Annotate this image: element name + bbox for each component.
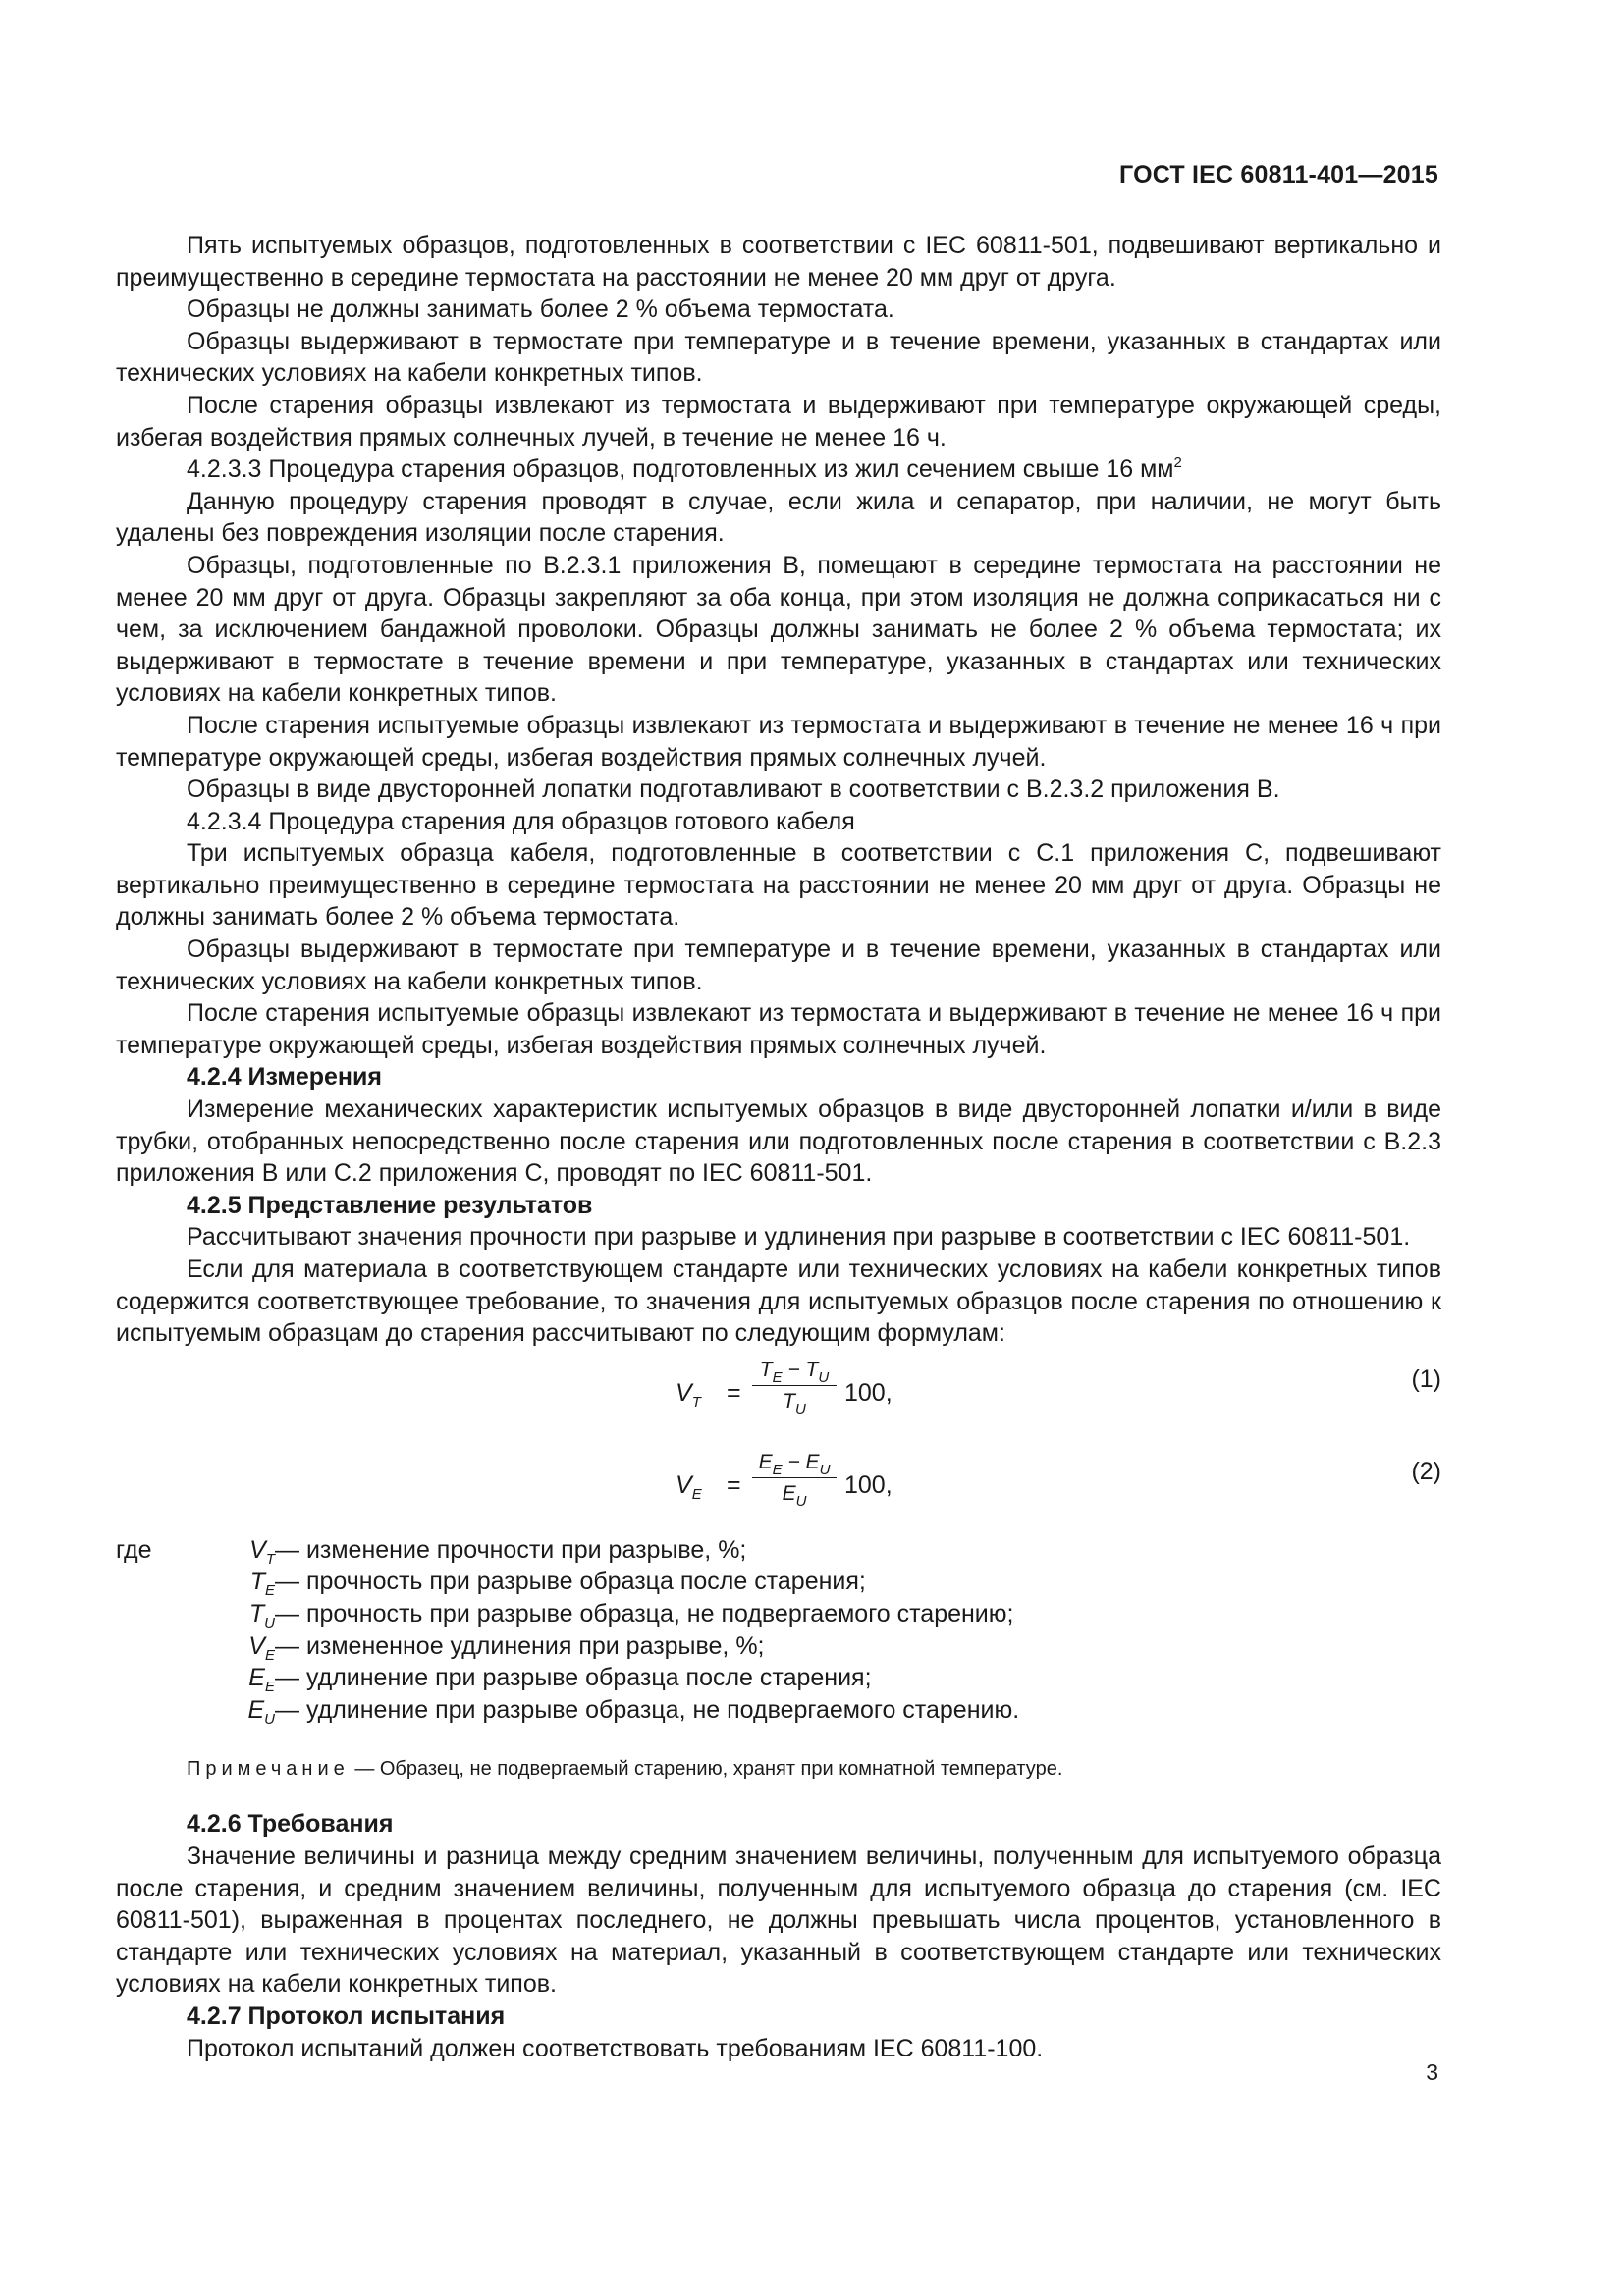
formula-expression [676,1442,1441,1534]
paragraph: Образцы, подготовленные по B.2.3.1 приложения B, помещают в середине термостата на расстоянии не менее 20 мм друг от друга. Образцы закрепляют за оба конца, при этом изоляция не должна соприкасаться ни с чем, за исключением бандажной проволоки. Образцы должны занимать не более 2 % объема термостата; их выдерживают в термостате в течение времени и при температуре, указанных в стандартах или технических условиях на кабели конкретных типов. [116,551,1441,708]
where-prefix: где [116,1535,152,1564]
note-text: — Образец, не подвергаемый старению, хранят при комнатной температуре. [349,1758,1063,1781]
paragraph: После старения испытуемые образцы извлекают из термостата и выдерживают в течение не менее 16 ч при температуре окружающей среды, избегая воздействия прямых солнечных лучей. [116,999,1441,1059]
definition-row [116,1598,1441,1630]
equals-sign: = [727,1470,741,1499]
superscript: 2 [1173,454,1182,472]
variable-definitions [116,1534,1441,1727]
paragraph: После старения испытуемые образцы извлекают из термостата и выдерживают в течение не менее 16 ч при температуре окружающей среды, избегая воздействия прямых солнечных лучей. [116,711,1441,772]
definition-row [116,1630,1441,1663]
symbol: $V_E$ [248,1631,275,1664]
formula-lhs: $V_E$ [676,1470,702,1503]
paragraph: Образцы не должны занимать более 2 % объема термостата. [187,295,894,324]
document-header: ГОСТ IEC 60811-401—2015 [1119,161,1438,188]
paragraph: Значение величины и разница между средним значением величины, полученным для испытуемого образца после старения, и средним значением величины, полученным для испытуемого образца до старения (см. IEC 60811-501), выраженная в процентах последнего, не должны превышать числа процентов, установленного в стандарте или технических условиях на материал, указанный в соответствующем стандарте или технических условиях на кабели конкретных типов. [116,1842,1441,1999]
fraction [752,1356,837,1417]
paragraph: Измерение механических характеристик испытуемых образцов в виде двусторонней лопатки и/или в виде трубки, отобранных непосредственно после старения или подготовленных после старения в соответствии с B.2.3 приложения B или C.2 приложения C, проводят по IEC 60811-501. [116,1095,1441,1188]
denominator: $E_U$ [782,1481,807,1510]
definition-text: — измененное удлинения при разрыве, %; [275,1631,765,1660]
symbol: $T_E$ [249,1568,275,1600]
paragraph: Образцы выдерживают в термостате при температуре и в течение времени, указанных в стандартах или технических условиях на кабели конкретных типов. [116,327,1441,388]
fraction [752,1448,837,1510]
formula-number: (2) [1411,1457,1441,1485]
definition-text: — прочность при разрыве образца, не подвергаемого старению; [275,1599,1014,1628]
definition-row [116,1534,1441,1567]
definition-row [116,1694,1441,1727]
note-label: Примечание [187,1758,350,1781]
definition-text: — удлинение при разрыве образца после старения; [275,1664,872,1692]
paragraph: После старения образцы извлекают из термостата и выдерживают при температуре окружающей среды, избегая воздействия прямых солнечных лучей, в течение не менее 16 ч. [116,391,1441,452]
numerator: $T_E - T_U$ [752,1356,837,1386]
symbol: $E_E$ [248,1664,275,1696]
formula-2 [116,1442,1441,1534]
note [116,1755,1441,1783]
multiplier: 100, [844,1470,893,1499]
clause-4-2-3-4: 4.2.3.4 Процедура старения для образцов готового кабеля [187,807,855,835]
formula-expression [676,1350,1441,1442]
formula-number: (1) [1411,1364,1441,1393]
clause-4-2-3-3 [116,454,1441,486]
paragraph: Пять испытуемых образцов, подготовленных в соответствии с IEC 60811-501, подвешивают вертикально и преимущественно в середине термостата на расстоянии не менее 20 мм друг от друга. [116,232,1441,292]
denominator: $T_U$ [783,1389,806,1417]
equals-sign: = [727,1378,741,1407]
paragraph: Три испытуемых образца кабеля, подготовленные в соответствии с C.1 приложения C, подвешивают вертикально преимущественно в середине термостата на расстоянии не менее 20 мм друг от друга. Образцы не должны занимать более 2 % объема термостата. [116,839,1441,932]
multiplier: 100, [844,1378,893,1407]
formula-1 [116,1350,1441,1442]
definition-text: — изменение прочности при разрыве, %; [275,1535,747,1564]
clause-title: 4.2.3.3 Процедура старения образцов, подготовленных из жил сечением свыше 16 мм [187,455,1174,484]
definition-row [116,1566,1441,1598]
paragraph: Образцы выдерживают в термостате при температуре и в течение времени, указанных в стандартах или технических условиях на кабели конкретных типов. [116,935,1441,995]
paragraph: Если для материала в соответствующем стандарте или технических условиях на кабели конкретных типов содержится соответствующее требование, то значения для испытуемых образцов после старения по отношению к испытуемым образцам до старения рассчитывают по следующим формулам: [116,1255,1441,1348]
section-heading: 4.2.7 Протокол испытания [187,2002,506,2030]
numerator: $E_E - E_U$ [752,1448,837,1478]
paragraph: Рассчитывают значения прочности при разрыве и удлинения при разрыве в соответствии с IEC 60811-501. [187,1223,1411,1252]
paragraph: Протокол испытаний должен соответствовать требованиям IEC 60811-100. [187,2034,1044,2062]
symbol: $E_U$ [247,1695,275,1728]
symbol: $T_U$ [248,1599,275,1631]
section-heading: 4.2.5 Представление результатов [187,1191,593,1219]
paragraph: Данную процедуру старения проводят в случае, если жила и сепаратор, при наличии, не могут быть удалены без повреждения изоляции после старения. [116,487,1441,548]
document-body [116,230,1441,2064]
section-heading: 4.2.6 Требования [187,1810,394,1839]
page-number: 3 [1426,2059,1438,2085]
paragraph: Образцы в виде двусторонней лопатки подготавливают в соответствии с B.2.3.2 приложения B. [187,775,1280,804]
definition-text: — удлинение при разрыве образца, не подвергаемого старению. [275,1695,1020,1724]
definition-row [116,1662,1441,1694]
symbol: $V_T$ [249,1535,275,1568]
definition-text: — прочность при разрыве образца после старения; [275,1568,866,1596]
formula-lhs: $V_T$ [676,1378,701,1411]
section-heading: 4.2.4 Измерения [187,1063,382,1092]
